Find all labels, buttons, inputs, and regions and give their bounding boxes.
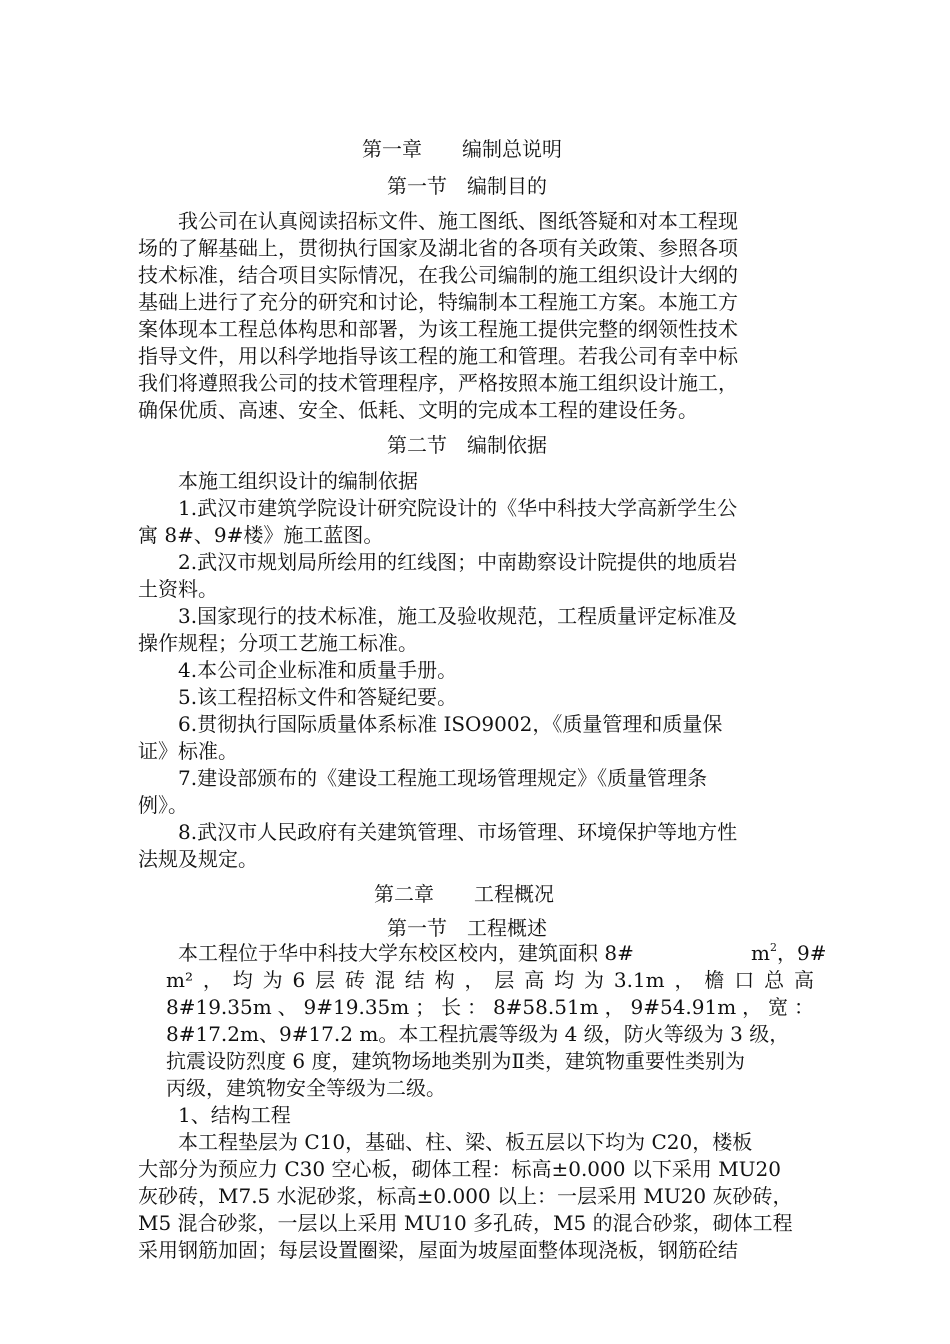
paragraph-line: M5 混合砂浆，一层以上采用 MU10 多孔砖，M5 的混合砂浆，砌体工程 [138,1211,793,1235]
list-item: 2.武汉市规划局所绘用的红线图；中南勘察设计院提供的地质岩 [178,550,738,574]
list-item-cont: 土资料。 [138,577,218,601]
overview-line: 丙级，建筑物安全等级为二级。 [166,1076,446,1100]
text-token: 长 [441,995,462,1019]
list-item: 4.本公司企业标准和质量手册。 [178,658,458,682]
text-token: ， [674,968,695,992]
section-title: 第一节 编制目的 [387,174,547,198]
subsection-heading: 1、结构工程 [178,1103,291,1127]
text-token: 6 [292,968,306,992]
paragraph-line: 场的了解基础上，贯彻执行国家及湖北省的各项有关政策、参照各项 [138,236,738,260]
list-item-cont: 证》标准。 [138,739,238,763]
text-token: 口 [734,968,755,992]
text-token: 砖 [344,968,365,992]
text-token: ， [202,968,223,992]
chapter-title: 第二章 工程概况 [374,882,554,906]
list-item-cont: 法规及规定。 [138,847,258,871]
text-token: ， [742,995,763,1019]
text-token: 檐 [704,968,725,992]
overview-line: 抗震设防烈度 6 度，建筑物场地类别为Ⅱ类，建筑物重要性类别为 [166,1049,746,1073]
list-item: 8.武汉市人民政府有关建筑管理、市场管理、环境保护等地方性 [178,820,738,844]
paragraph-line: 指导文件，用以科学地指导该工程的施工和管理。若我公司有幸中标 [138,344,738,368]
text-token: 构 [434,968,455,992]
list-item: 6.贯彻执行国际质量体系标准 ISO9002，《质量管理和质量保 [178,712,723,736]
list-item: 3.国家现行的技术标准，施工及验收规范，工程质量评定标准及 [178,604,738,628]
list-item-cont: 例》。 [138,793,188,817]
section-title: 第二节 编制依据 [387,433,547,457]
text-token: 混 [374,968,395,992]
list-item: 5.该工程招标文件和答疑纪要。 [178,685,458,709]
text-token: 3.1m [613,968,665,992]
text-token: 8#58.51m [492,995,599,1019]
text-token: 均 [554,968,575,992]
paragraph-line: 我公司在认真阅读招标文件、施工图纸、图纸答疑和对本工程现 [178,209,738,233]
text-token: 、 [277,995,298,1019]
overview-line: 8#17.2m、9#17.2 m。本工程抗震等级为 4 级，防火等级为 3 级， [166,1022,790,1046]
text-token: ： [793,995,814,1019]
text-token: 为 [262,968,283,992]
list-item-cont: 寓 8#、9#楼》施工蓝图。 [138,523,384,547]
text-token: 均 [232,968,253,992]
overview-unit [751,940,826,967]
text-token: 为 [583,968,604,992]
overview-fragment: ，9# [776,941,827,965]
text-token: 总 [764,968,785,992]
text-token: 9#19.35m [303,995,410,1019]
text-token: m² [166,968,193,992]
paragraph-line: 基础上进行了充分的研究和讨论，特编制本工程施工方案。本施工方 [138,290,738,314]
chapter-title: 第一章 编制总说明 [362,137,562,161]
paragraph-line: 采用钢筋加固；每层设置圈梁，屋面为坡屋面整体现浇板，钢筋砼结 [138,1238,738,1262]
text-token: 9#54.91m [630,995,737,1019]
overview-line-justified [166,967,814,994]
paragraph-line: 确保优质、高速、安全、低耗、文明的完成本工程的建设任务。 [138,398,698,422]
paragraph-line: 灰砂砖，M7.5 水泥砂浆，标高±0.000 以上：一层采用 MU20 灰砂砖， [138,1184,793,1208]
text-token: ， [464,968,485,992]
text-token: 8#19.35m [166,995,272,1019]
text-token: 层 [494,968,515,992]
text-token: 高 [524,968,545,992]
paragraph-line: 本施工组织设计的编制依据 [178,469,418,493]
list-item: 1.武汉市建筑学院设计研究院设计的《华中科技大学高新学生公 [178,496,738,520]
paragraph-line: 大部分为预应力 C30 空心板，砌体工程：标高±0.000 以下采用 MU20 [138,1157,781,1181]
text-token: ， [604,995,625,1019]
unit-m: m [751,941,770,965]
overview-line: 本工程位于华中科技大学东校区校内，建筑面积 8# [178,941,634,965]
text-token: ； [415,995,436,1019]
paragraph-line: 案体现本工程总体构思和部署，为该工程施工提供完整的纲领性技术 [138,317,738,341]
section-title: 第一节 工程概述 [387,916,547,940]
text-token: ： [467,995,488,1019]
paragraph-line: 技术标准，结合项目实际情况，在我公司编制的施工组织设计大纲的 [138,263,738,287]
unit-superscript: 2 [769,941,777,954]
text-token: 高 [794,968,814,992]
text-token: 层 [315,968,336,992]
list-item: 7.建设部颁布的《建设工程施工现场管理规定》《质量管理条 [178,766,708,790]
paragraph-line: 本工程垫层为 C10，基础、柱、梁、板五层以下均为 C20，楼板 [178,1130,753,1154]
overview-line-justified [166,994,814,1021]
paragraph-line: 我们将遵照我公司的技术管理程序，严格按照本施工组织设计施工， [138,371,738,395]
text-token: 结 [404,968,425,992]
text-token: 宽 [768,995,789,1019]
list-item-cont: 操作规程；分项工艺施工标准。 [138,631,418,655]
